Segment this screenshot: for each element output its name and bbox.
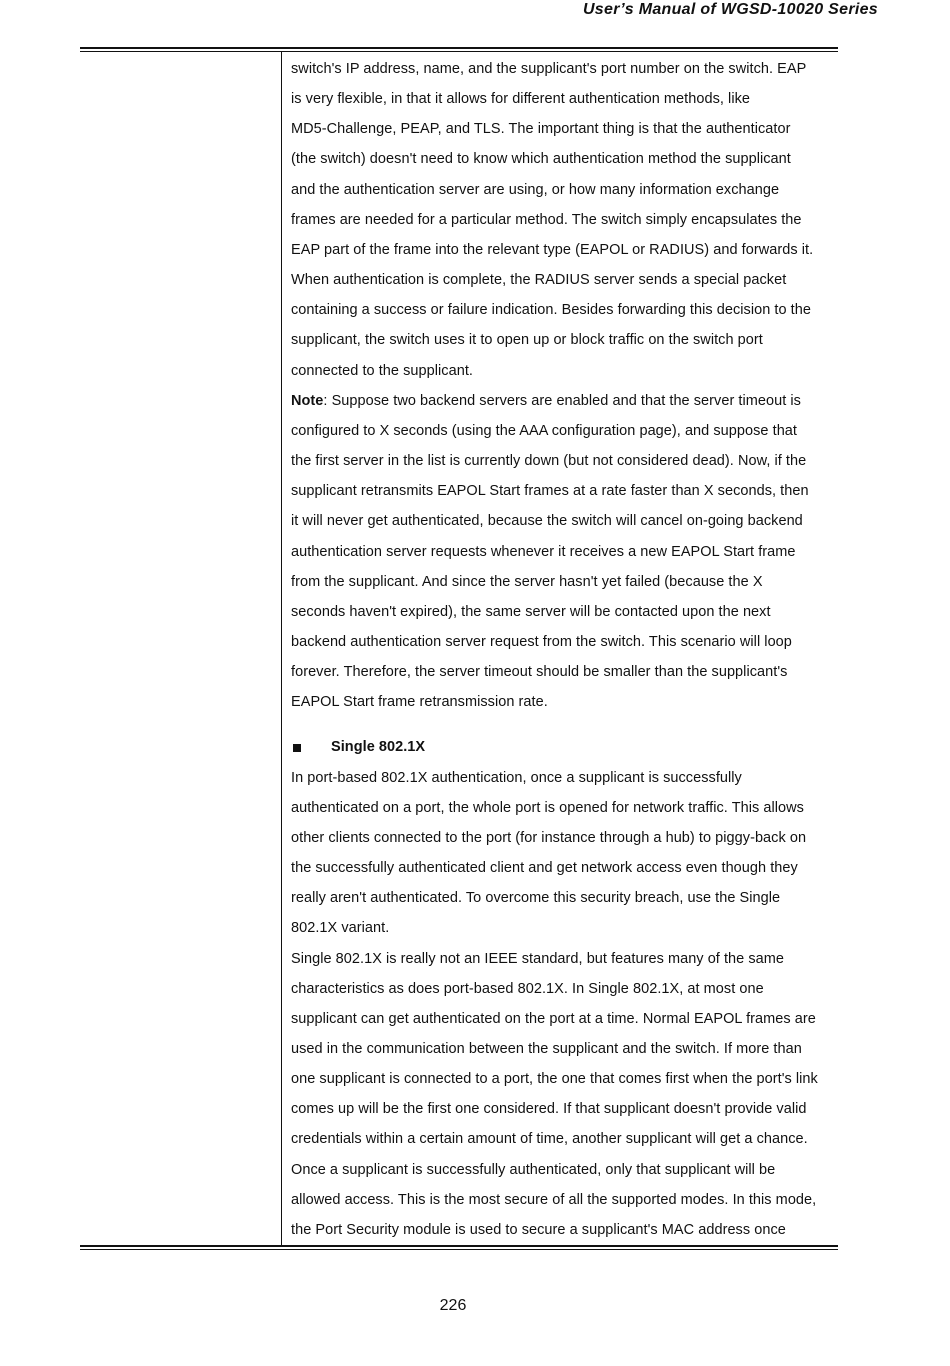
text-line: frames are needed for a particular method. The switch simply encapsulates the (291, 211, 802, 228)
text-line: authenticated on a port, the whole port is opened for network traffic. This allows (291, 799, 804, 816)
note-block (291, 386, 836, 718)
note-label: Note (291, 392, 324, 409)
section-heading-single-8021x (291, 732, 836, 762)
text-line: connected to the supplicant. (291, 362, 473, 379)
page-number: 226 (439, 1297, 467, 1314)
column-divider (281, 52, 282, 1245)
text-line: from the supplicant. And since the server hasn't yet failed (because the X (291, 573, 763, 590)
text-line: backend authentication server request from the switch. This scenario will loop (291, 633, 792, 650)
text-line: supplicant can get authenticated on the port at a time. Normal EAPOL frames are (291, 1010, 816, 1027)
text-line: When authentication is complete, the RADIUS server sends a special packet (291, 272, 787, 289)
main-content (291, 54, 836, 1245)
paragraph-eap-description (291, 54, 836, 386)
section-heading-text: Single 802.1X (331, 739, 426, 756)
text-line: supplicant retransmits EAPOL Start frames at a rate faster than X seconds, then (291, 483, 809, 500)
text-line: one supplicant is connected to a port, the one that comes first when the port's link (291, 1071, 818, 1088)
text-line: (the switch) doesn't need to know which authentication method the supplicant (291, 151, 791, 168)
text-line: other clients connected to the port (for instance through a hub) to piggy-back on (291, 829, 807, 846)
paragraph-port-based (291, 763, 836, 944)
section-spacer (291, 717, 836, 732)
note-text: : Suppose two backend servers are enabled and that the server timeout is (323, 392, 801, 409)
text-line: authentication server requests whenever it receives a new EAPOL Start frame (291, 543, 796, 560)
text-line: forever. Therefore, the server timeout should be smaller than the supplicant's (291, 664, 788, 681)
text-line: In port-based 802.1X authentication, once a supplicant is successfully (291, 769, 742, 786)
text-line: Single 802.1X is really not an IEEE standard, but features many of the same (291, 950, 785, 967)
text-line: characteristics as does port-based 802.1X. In Single 802.1X, at most one (291, 980, 764, 997)
top-double-rule (80, 47, 838, 52)
text-line: EAP part of the frame into the relevant type (EAPOL or RADIUS) and forwards it. (291, 241, 814, 258)
manual-header-title: User’s Manual of WGSD-10020 Series (582, 1, 878, 18)
text-line: EAPOL Start frame retransmission rate. (291, 694, 548, 711)
text-line: switch's IP address, name, and the supplicant's port number on the switch. EAP (291, 61, 807, 77)
paragraph-single-8021x (291, 944, 836, 1246)
text-line: and the authentication server are using, or how many information exchange (291, 181, 780, 198)
text-line: the successfully authenticated client and get network access even though they (291, 860, 798, 877)
text-line: supplicant, the switch uses it to open up or block traffic on the switch port (291, 332, 763, 349)
text-line: is very flexible, in that it allows for different authentication methods, like (291, 91, 750, 108)
text-line: used in the communication between the supplicant and the switch. If more than (291, 1041, 802, 1057)
text-line: configured to X seconds (using the AAA configuration page), and suppose that (291, 422, 798, 439)
text-line: the Port Security module is used to secure a supplicant's MAC address once (291, 1221, 786, 1238)
text-line: MD5-Challenge, PEAP, and TLS. The important thing is that the authenticator (291, 121, 791, 138)
text-line: the first server in the list is currently down (but not considered dead). Now, if the (291, 453, 807, 470)
text-line: it will never get authenticated, because the switch will cancel on-going backend (291, 513, 803, 530)
text-line: seconds haven't expired), the same server will be contacted upon the next (291, 603, 771, 620)
note-first-line (291, 386, 836, 416)
text-line: really aren't authenticated. To overcome this security breach, use the Single (291, 890, 781, 907)
square-bullet-icon (293, 744, 301, 752)
bottom-double-rule (80, 1245, 838, 1250)
text-line: 802.1X variant. (291, 920, 390, 937)
text-line: containing a success or failure indication. Besides forwarding this decision to the (291, 302, 811, 319)
text-line: allowed access. This is the most secure of all the supported modes. In this mode, (291, 1191, 817, 1208)
text-line: Once a supplicant is successfully authenticated, only that supplicant will be (291, 1161, 776, 1178)
text-line: credentials within a certain amount of time, another supplicant will get a chance. (291, 1131, 808, 1148)
text-line: comes up will be the first one considered. If that supplicant doesn't provide valid (291, 1101, 807, 1118)
